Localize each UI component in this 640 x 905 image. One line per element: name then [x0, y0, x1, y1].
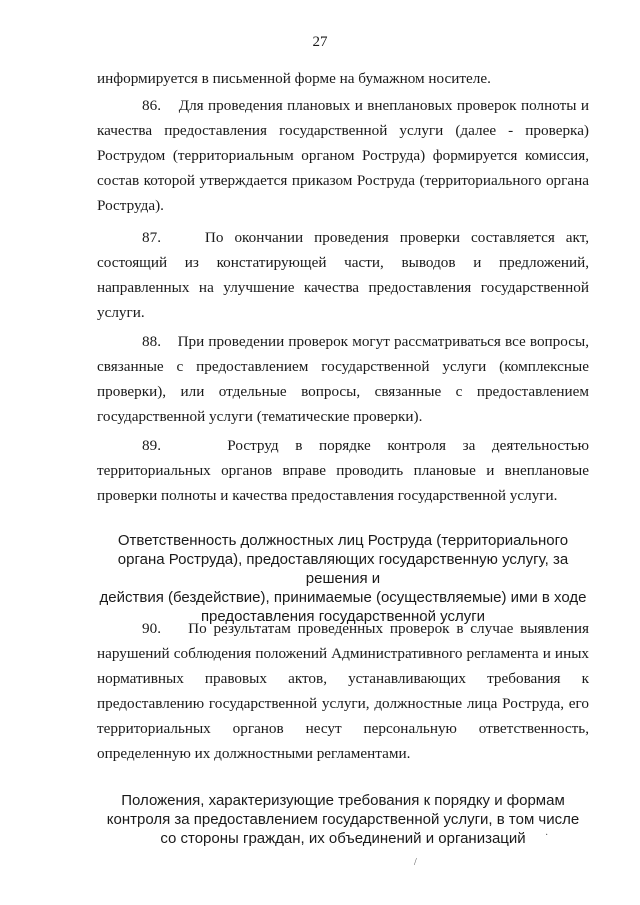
- paragraph-number: 86.: [142, 97, 161, 114]
- scan-speck: /: [414, 857, 417, 868]
- paragraph-86: [97, 93, 589, 218]
- section-heading-responsibility: [97, 531, 589, 626]
- paragraph-number: 88.: [142, 333, 161, 350]
- heading-line: Положения, характеризующие требования к порядку и формам: [121, 792, 565, 809]
- paragraph-87: [97, 225, 589, 325]
- heading-line: действия (бездействие), принимаемые (осуществляемые) ими в ходе: [99, 589, 587, 606]
- paragraph-text: При проведении проверок могут рассматриваться все вопросы, связанные с предоставлением государственной услуги (комплексные проверки), или отдельные вопросы, связанные с предоставлением государственной услуги (тематические проверки).: [97, 333, 589, 425]
- paragraph-text: Роструд в порядке контроля за деятельностью территориальных органов вправе проводить плановые и внеплановые проверки полноты и качества предоставления государственной услуги.: [97, 437, 590, 504]
- heading-line: Ответственность должностных лиц Роструда (территориального: [117, 532, 569, 549]
- scan-speck: ·: [545, 830, 549, 841]
- paragraph-88: [97, 329, 589, 429]
- paragraph-text: По результатам проведенных проверок в случае выявления нарушений соблюдения положений Административного регламента и иных нормативных правовых актов, устанавливающих требования к предоставлению государственной услуги, должностные лица Роструда, его территориальных органов несут персональную ответственность, определенную их должностными регламентами.: [97, 620, 589, 762]
- page-number: 27: [312, 34, 328, 50]
- heading-line: со стороны граждан, их объединений и организаций: [160, 830, 526, 847]
- heading-line: контроля за предоставлением государственной услуги, в том числе: [106, 811, 580, 828]
- heading-line: предоставления государственной услуги: [200, 608, 486, 625]
- paragraph-number: 90.: [142, 620, 161, 637]
- section-heading-control-requirements: [97, 791, 589, 848]
- paragraph-text: Для проведения плановых и внеплановых проверок полноты и качества предоставления государственной услуги (далее - проверка) Рострудом (территориальным органом Роструда) формируется комиссия, состав которой утверждается приказом Роструда (территориального органа Роструда).: [97, 97, 590, 214]
- paragraph-90: [97, 616, 589, 766]
- paragraph-number: 87.: [142, 229, 161, 246]
- intro-line: информируется в письменной форме на бумажном носителе.: [97, 70, 491, 87]
- paragraph-89: [97, 433, 589, 508]
- intro-line-block: [97, 66, 589, 91]
- heading-line: органа Роструда), предоставляющих государственную услугу, за решения и: [117, 551, 569, 587]
- paragraph-number: 89.: [142, 437, 161, 454]
- paragraph-text: По окончании проведения проверки составляется акт, состоящий из констатирующей части, выводов и предложений, направленных на улучшение качества предоставления государственной услуги.: [97, 229, 590, 321]
